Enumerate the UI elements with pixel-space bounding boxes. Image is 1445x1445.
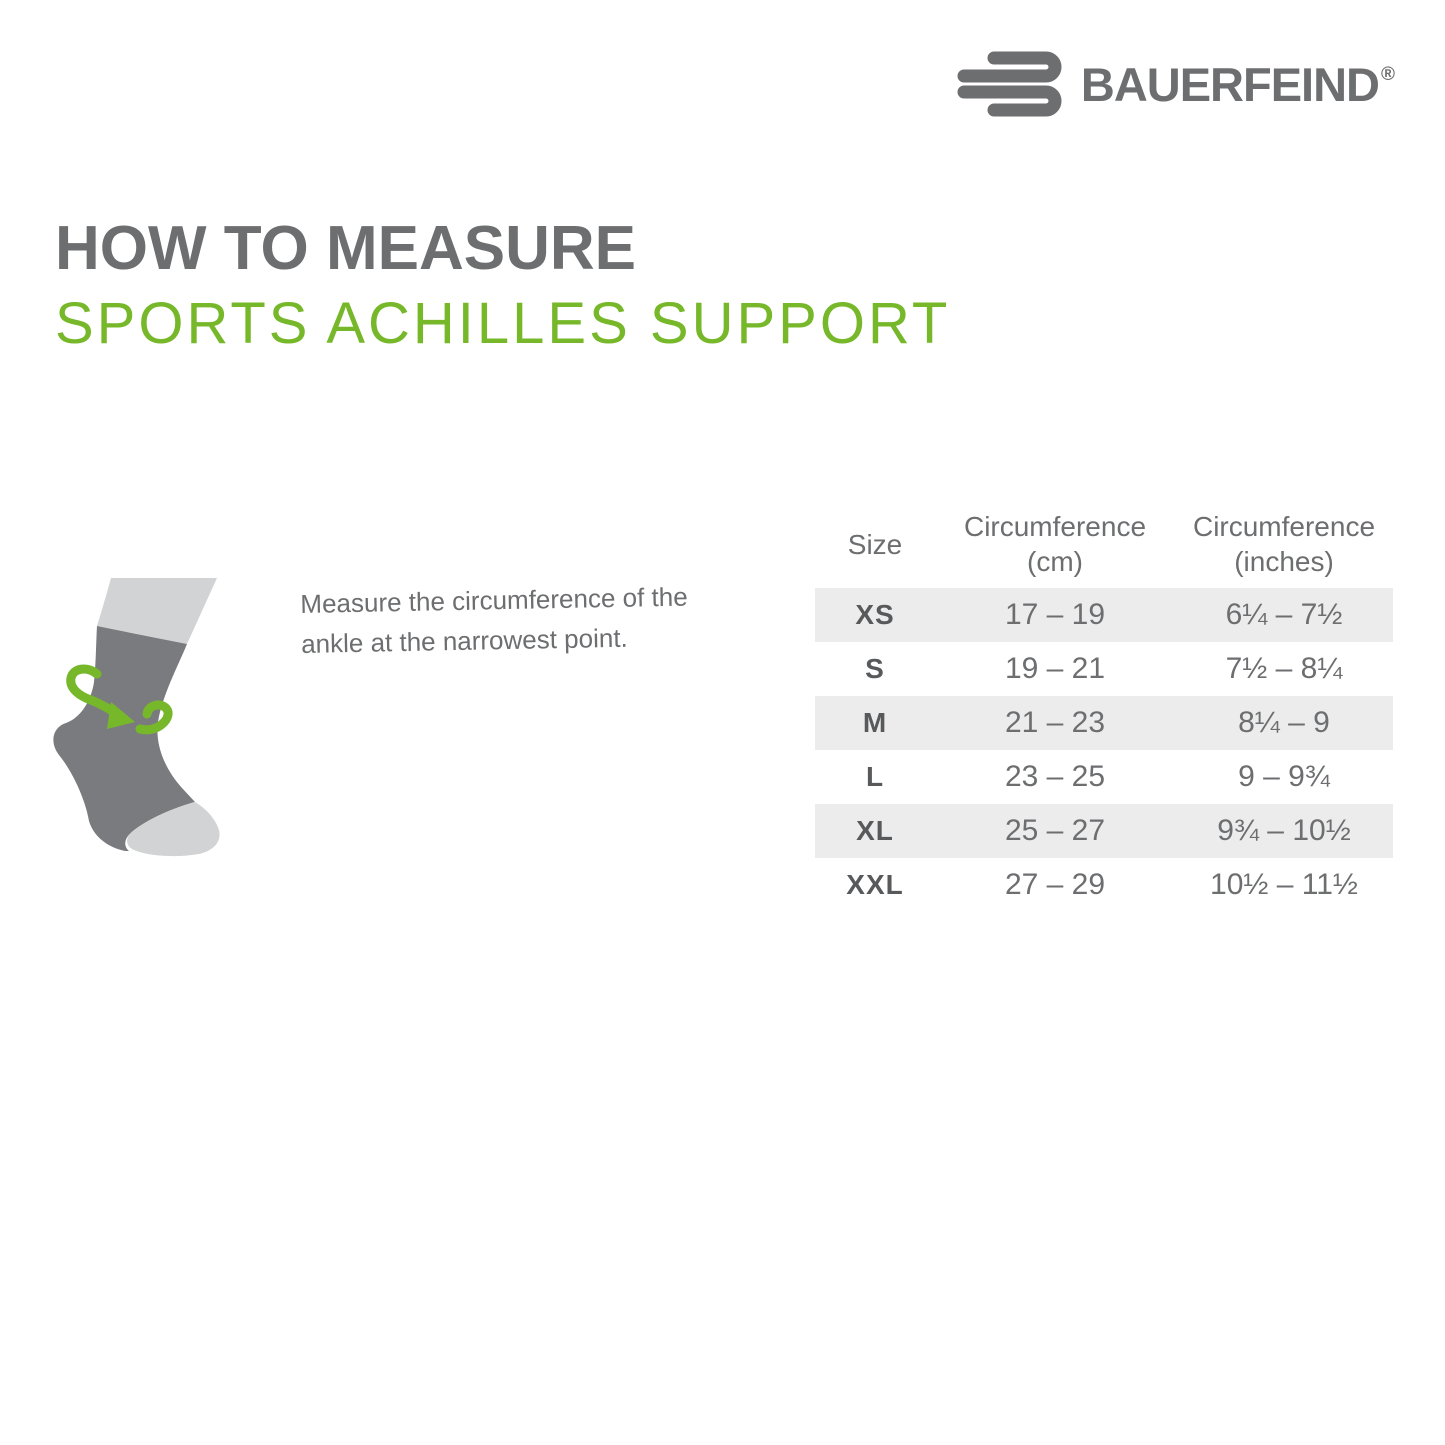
size-value: S (865, 653, 885, 684)
column-header-size (815, 527, 935, 562)
table-row-xs (815, 588, 1393, 642)
column-header-inches-label: Circumference (1192, 511, 1376, 542)
size-value: XL (856, 815, 894, 846)
registered-mark: ® (1381, 63, 1395, 85)
inches-value: 7½ – 8¼ (1225, 652, 1343, 685)
brand-logo (953, 50, 1393, 118)
cm-value: 19 – 21 (1004, 652, 1106, 685)
cm-value: 25 – 27 (1004, 814, 1106, 847)
cm-value: 27 – 29 (1004, 868, 1106, 901)
inches-value: 9¾ – 10½ (1217, 814, 1351, 847)
size-table-header (815, 500, 1393, 588)
column-header-inches (1175, 509, 1393, 579)
size-value: XXL (846, 869, 904, 900)
inches-value: 8¼ – 9 (1238, 706, 1330, 739)
size-value: L (865, 761, 885, 792)
inches-value: 6¼ – 7½ (1225, 598, 1343, 631)
table-row-l (815, 750, 1393, 804)
table-row-xxl (815, 858, 1393, 912)
size-value: M (862, 707, 888, 738)
ankle-sleeve-drawing (45, 578, 265, 878)
column-header-cm-label: Circumference (963, 511, 1147, 542)
inches-value: 9 – 9¾ (1238, 760, 1330, 793)
inches-value: 10½ – 11½ (1210, 868, 1358, 901)
measure-instruction: Measure the circumference of the ankle at the narrowest point. (300, 581, 688, 659)
page-title: HOW TO MEASURE (55, 214, 636, 283)
cm-value: 21 – 23 (1004, 706, 1106, 739)
table-row-xl (815, 804, 1393, 858)
cm-value: 23 – 25 (1004, 760, 1106, 793)
column-header-cm (935, 509, 1175, 579)
table-row-s (815, 642, 1393, 696)
page-subtitle: SPORTS ACHILLES SUPPORT (55, 291, 951, 356)
brand-name-text: BAUERFEIND (1080, 57, 1379, 111)
ankle-illustration (45, 578, 265, 878)
bauerfeind-b-icon (953, 50, 1071, 118)
size-value: XS (855, 599, 895, 630)
brand-name (1080, 57, 1395, 111)
table-row-m (815, 696, 1393, 750)
size-table (815, 500, 1393, 912)
cm-value: 17 – 19 (1004, 598, 1106, 631)
column-header-cm-unit: (cm) (1027, 546, 1083, 577)
column-header-size-label: Size (847, 528, 903, 560)
column-header-inches-unit: (inches) (1234, 546, 1334, 577)
